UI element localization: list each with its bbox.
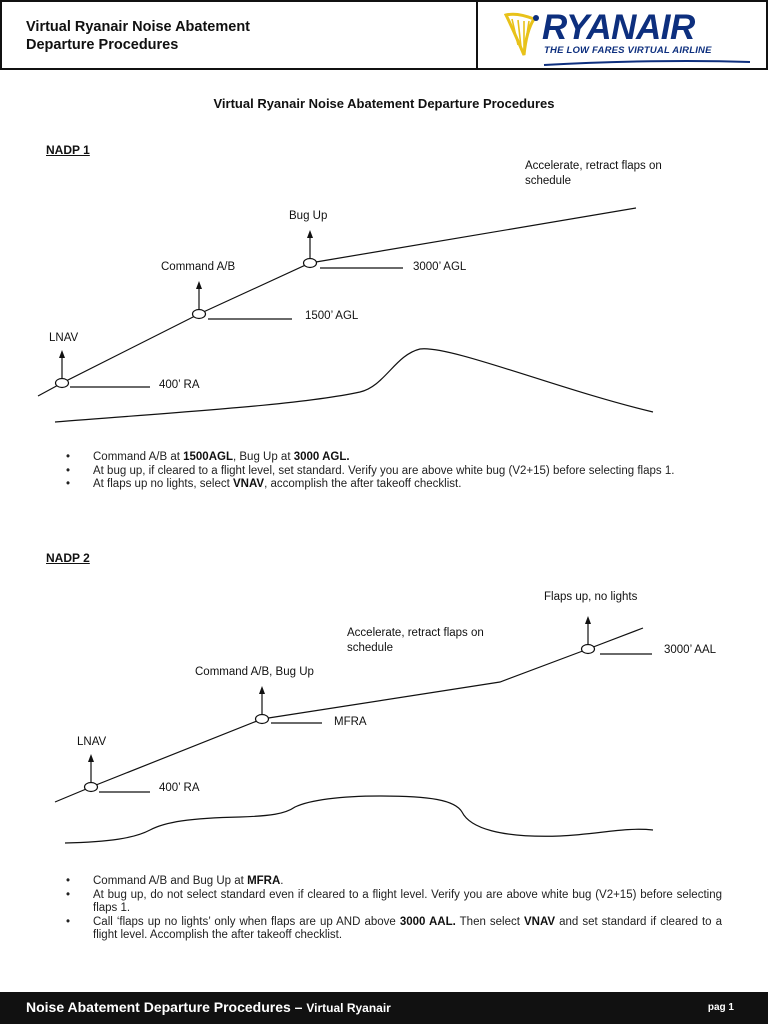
nadp2-climb-path xyxy=(55,628,643,802)
header-title xyxy=(26,18,466,54)
nadp2-bullet-1: • Command A/B and Bug Up at MFRA. xyxy=(66,875,722,889)
nadp2-label-accel-2: schedule xyxy=(347,642,394,654)
document-title: Virtual Ryanair Noise Abatement Departure Procedures xyxy=(213,96,555,111)
nadp1-label-1500: 1500’ AGL xyxy=(305,310,359,322)
nadp1-altitude-ticks xyxy=(70,268,403,387)
nadp1-climb-path xyxy=(38,208,636,396)
nadp1-arrowhead-lnav xyxy=(59,350,65,358)
page-header xyxy=(0,0,768,70)
nadp1-label-command: Command A/B xyxy=(161,261,236,273)
nadp1-bullets xyxy=(66,451,722,492)
nadp2-arrowhead-lnav xyxy=(88,754,94,762)
nadp2-altitude-ticks xyxy=(99,654,652,792)
footer-subtitle: Virtual Ryanair xyxy=(306,1001,391,1015)
nadp2-arrowhead-command xyxy=(259,686,265,694)
ryanair-logo xyxy=(502,8,752,64)
nadp1-label-400: 400’ RA xyxy=(159,379,200,391)
nadp1-heading: NADP 1 xyxy=(46,143,90,157)
page-footer xyxy=(0,992,768,1024)
header-title-line2: Departure Procedures xyxy=(26,37,179,53)
footer-title: Noise Abatement Departure Procedures – Virtual Ryanair xyxy=(26,999,391,1015)
header-divider xyxy=(476,2,478,68)
nadp2-label-400: 400’ RA xyxy=(159,782,200,794)
nadp2-label-3000: 3000’ AAL xyxy=(664,644,717,656)
nadp1-label-accel-1: Accelerate, retract flaps on xyxy=(525,160,662,172)
nadp2-marker-flaps xyxy=(582,645,595,654)
nadp2-label-accel-1: Accelerate, retract flaps on xyxy=(347,627,484,639)
logo-swoosh xyxy=(542,57,752,67)
nadp2-heading: NADP 2 xyxy=(46,551,90,565)
header-title-line1: Virtual Ryanair Noise Abatement xyxy=(26,19,251,35)
nadp1-diagram xyxy=(0,150,768,430)
nadp1-terrain xyxy=(55,349,653,422)
nadp2-marker-command xyxy=(256,715,269,724)
nadp2-arrowhead-flaps xyxy=(585,616,591,624)
nadp2-terrain xyxy=(65,796,653,843)
nadp1-arrows xyxy=(62,236,310,378)
page-number: pag 1 xyxy=(707,1002,734,1013)
nadp2-label-lnav: LNAV xyxy=(77,736,107,748)
nadp1-marker-bugup xyxy=(304,259,317,268)
nadp2-bullets xyxy=(66,875,722,943)
nadp1-arrowhead-bugup xyxy=(307,230,313,238)
nadp1-bullet-3: • At flaps up no lights, select VNAV, accomplish the after takeoff checklist. xyxy=(66,478,722,492)
nadp1-bullet-2: • At bug up, if cleared to a flight level, set standard. Verify you are above white bug (V2+15) before selecting flaps 1. xyxy=(66,465,722,479)
nadp2-marker-lnav xyxy=(85,783,98,792)
nadp1-marker-command xyxy=(193,310,206,319)
logo-name: RYANAIR xyxy=(542,8,695,47)
nadp2-diagram xyxy=(0,580,768,850)
nadp1-label-3000: 3000’ AGL xyxy=(413,261,467,273)
nadp1-label-lnav: LNAV xyxy=(49,332,79,344)
logo-tagline: THE LOW FARES VIRTUAL AIRLINE xyxy=(544,45,712,56)
nadp1-label-accel-2: schedule xyxy=(525,175,572,187)
nadp2-label-flaps-up: Flaps up, no lights xyxy=(544,591,638,603)
nadp1-arrowhead-command xyxy=(196,281,202,289)
nadp2-bullet-2: • At bug up, do not select standard even if cleared to a flight level. Verify you are above white bug (V2+15) before selecting flaps 1. xyxy=(66,889,722,916)
nadp2-label-command-bug: Command A/B, Bug Up xyxy=(195,666,314,678)
nadp1-bullet-1: • Command A/B at 1500AGL, Bug Up at 3000 AGL. xyxy=(66,451,722,465)
nadp1-label-bugup: Bug Up xyxy=(289,210,328,222)
nadp2-bullet-3: • Call ‘flaps up no lights’ only when flaps are up AND above 3000 AAL. Then select VNAV and set standard if cleared to a flight level. Accomplish the after takeoff checklist. xyxy=(66,916,722,943)
nadp2-label-mfra: MFRA xyxy=(334,716,367,728)
nadp1-marker-lnav xyxy=(56,379,69,388)
harp-icon xyxy=(504,11,542,61)
